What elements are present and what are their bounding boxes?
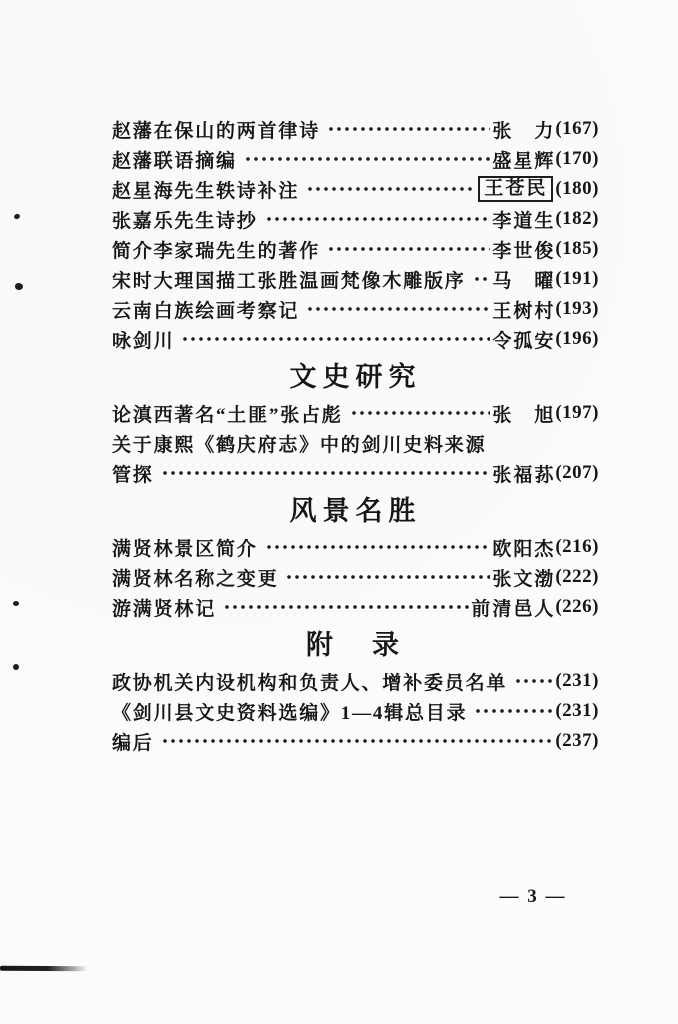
entry-title: 论滇西著名“土匪”张占彪 xyxy=(112,404,343,426)
toc xyxy=(112,114,599,756)
entry-page-number: (193) xyxy=(555,298,599,319)
entry-author: 李道生 xyxy=(492,210,556,232)
dot-leader xyxy=(285,562,490,592)
dot-leader xyxy=(306,174,475,204)
entry-page-number: (170) xyxy=(555,148,599,169)
scan-speck xyxy=(13,601,19,606)
entry-page-number: (191) xyxy=(555,268,599,289)
entry-page-number: (207) xyxy=(555,462,599,483)
entry-page-number: (216) xyxy=(555,536,599,557)
section-heading: 附 录 xyxy=(306,630,405,660)
section-heading: 文史研究 xyxy=(289,362,422,392)
entry-title: 满贤林景区简介 xyxy=(112,538,258,560)
entry-page-number: (222) xyxy=(555,566,599,587)
scan-speck xyxy=(13,664,19,670)
dot-leader xyxy=(223,592,469,622)
toc-entry-row xyxy=(112,174,599,204)
entry-author: 欧阳杰 xyxy=(492,538,556,560)
dot-leader xyxy=(327,234,490,264)
entry-author: 马 曜 xyxy=(492,270,556,292)
entry-title: 宋时大理国描工张胜温画梵像木雕版序 xyxy=(112,270,466,292)
entry-page-number: (196) xyxy=(555,328,599,349)
toc-entry-row xyxy=(112,114,599,144)
entry-title: 赵星海先生轶诗补注 xyxy=(112,180,300,202)
page-number: — 3 — xyxy=(499,886,567,907)
scan-speck xyxy=(15,283,23,290)
dot-leader xyxy=(306,294,490,324)
toc-entry-row xyxy=(112,324,599,354)
entry-title: 云南白族绘画考察记 xyxy=(112,300,300,322)
toc-entry-row xyxy=(112,726,599,756)
entry-author: 令孤安 xyxy=(492,330,556,352)
toc-entry-row xyxy=(112,204,599,234)
entry-author: 张文渤 xyxy=(492,568,556,590)
toc-entry-row xyxy=(112,666,599,696)
entry-page-number: (226) xyxy=(555,596,599,617)
dot-leader xyxy=(265,532,491,562)
toc-entry-row xyxy=(112,264,599,294)
entry-author: 前清邑人 xyxy=(471,598,556,620)
entry-author: 张 旭 xyxy=(492,404,556,426)
toc-entry-row xyxy=(112,294,599,324)
entry-page-number: (180) xyxy=(555,178,599,199)
dot-leader xyxy=(161,726,554,756)
toc-entry-row xyxy=(112,562,599,592)
entry-author: 李世俊 xyxy=(492,240,556,262)
dot-leader xyxy=(181,324,490,354)
entry-title: 赵藩在保山的两首律诗 xyxy=(112,120,321,142)
entry-title: 关于康熙《鹤庆府志》中的剑川史料来源 xyxy=(112,434,487,456)
toc-entry-row xyxy=(112,532,599,562)
toc-entry-row xyxy=(112,428,599,458)
entry-author: 王树村 xyxy=(492,300,556,322)
entry-author: 张福荪 xyxy=(492,464,556,486)
entry-title: 简介李家瑞先生的著作 xyxy=(112,240,321,262)
entry-page-number: (237) xyxy=(555,730,599,751)
dot-leader xyxy=(474,696,553,726)
section-heading: 风景名胜 xyxy=(289,496,422,526)
entry-author: 盛星辉 xyxy=(492,150,556,172)
entry-title: 张嘉乐先生诗抄 xyxy=(112,210,258,232)
toc-entry-row xyxy=(112,398,599,428)
entry-page-number: (231) xyxy=(555,670,599,691)
toc-entry-row xyxy=(112,234,599,264)
entry-title: 满贤林名称之变更 xyxy=(112,568,279,590)
toc-entry-row xyxy=(112,458,599,488)
toc-entry-row xyxy=(112,592,599,622)
entry-page-number: (182) xyxy=(555,208,599,229)
toc-entry-row xyxy=(112,696,599,726)
dot-leader xyxy=(265,204,491,234)
dot-leader xyxy=(244,144,491,174)
entry-title: 《剑川县文史资料选编》1—4辑总目录 xyxy=(112,702,468,724)
entry-author: 王苍民 xyxy=(478,176,553,201)
entry-title: 政协机关内设机构和负责人、增补委员名单 xyxy=(112,672,508,694)
entry-title: 游满贤林记 xyxy=(112,598,217,620)
dot-leader xyxy=(161,458,491,488)
entry-title: 咏剑川 xyxy=(112,330,175,352)
dot-leader xyxy=(473,264,491,294)
entry-author: 张 力 xyxy=(492,120,556,142)
entry-page-number: (185) xyxy=(555,238,599,259)
entry-page-number: (197) xyxy=(555,402,599,423)
scan-speck xyxy=(13,213,20,220)
dot-leader xyxy=(350,398,491,428)
dot-leader xyxy=(327,114,490,144)
entry-page-number: (231) xyxy=(555,700,599,721)
entry-page-number: (167) xyxy=(555,118,599,139)
entry-title: 赵藩联语摘编 xyxy=(112,150,237,172)
entry-title: 管探 xyxy=(112,464,154,486)
scan-streak-artifact xyxy=(0,966,88,972)
entry-title: 编后 xyxy=(112,732,154,754)
dot-leader xyxy=(514,666,553,696)
toc-entry-row xyxy=(112,144,599,174)
